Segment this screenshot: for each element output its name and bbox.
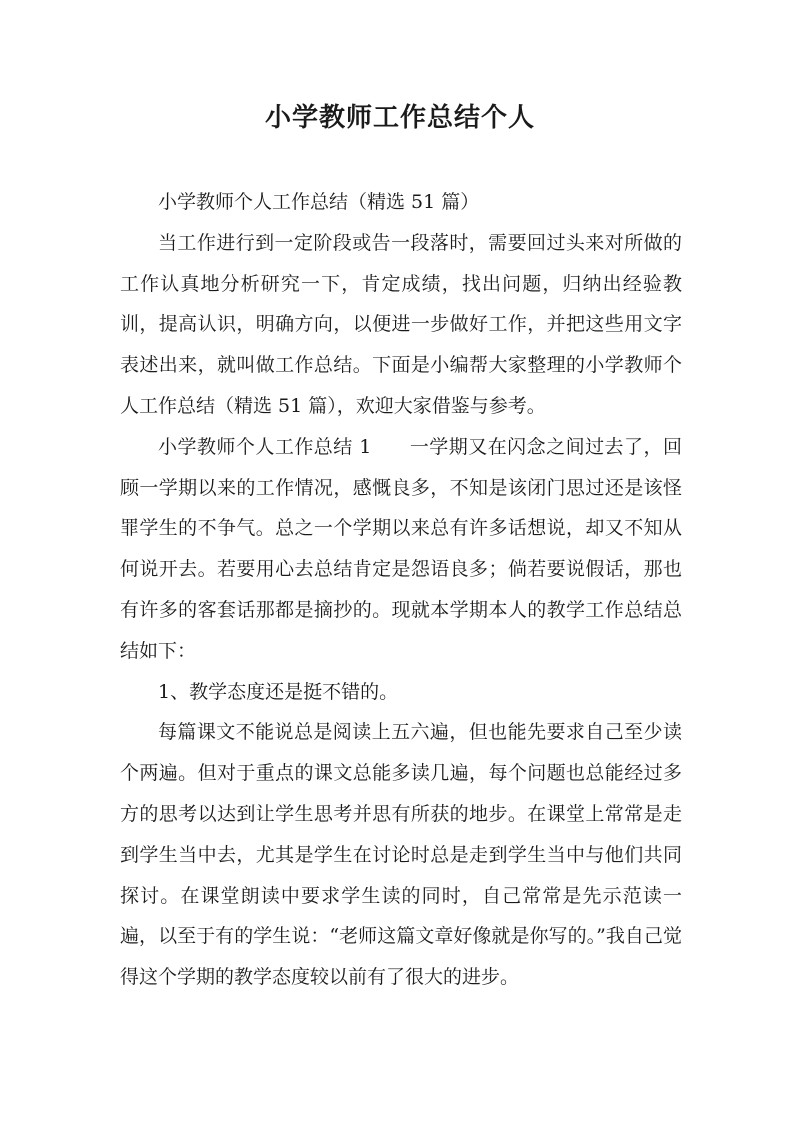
intro-paragraph: 当工作进行到一定阶段或告一段落时，需要回过头来对所做的工作认真地分析研究一下，肯定成绩，找出问题，归纳出经验教训，提高认识，明确方向，以便进一步做好工作，并把这些用文字表述出来，就叫做工作总结。下面是小编帮大家整理的小学教师个人工作总结（精选 51 篇），欢迎大家借鉴与参考。: [120, 231, 682, 417]
section-1-paragraph: [120, 427, 682, 672]
document-title: 小学教师工作总结个人: [264, 103, 535, 133]
point-1-paragraph: 每篇课文不能说总是阅读上五六遍，但也能先要求自己至少读个两遍。但对于重点的课文总能多读几遍，每个问题也总能经过多方的思考以达到让学生思考并思有所获的地步。在课堂上常常是走到学生当中去，尤其是学生在讨论时总是走到学生当中与他们共同探讨。在课堂朗读中要求学生读的同时，自己常常是先示范读一遍，以至于有的学生说：“老师这篇文章好像就是你写的。”我自己觉得这个学期的教学态度较以前有了很大的进步。: [120, 721, 682, 989]
point-1-heading: 1、教学态度还是挺不错的。: [158, 680, 399, 703]
document-body: [120, 182, 682, 998]
section-heading: 小学教师个人工作总结 1: [158, 435, 372, 458]
document-subtitle: 小学教师个人工作总结（精选 51 篇）: [158, 191, 480, 213]
section-body: 一学期又在闪念之间过去了，回顾一学期以来的工作情况，感慨良多，不知是该闭门思过还是该怪罪学生的不争气。总之一个学期以来总有许多话想说，却又不知从何说开去。若要用心去总结肯定是怨语良多；倘若要说假话，那也有许多的客套话那都是摘抄的。现就本学期本人的教学工作总结总结如下：: [120, 435, 682, 662]
